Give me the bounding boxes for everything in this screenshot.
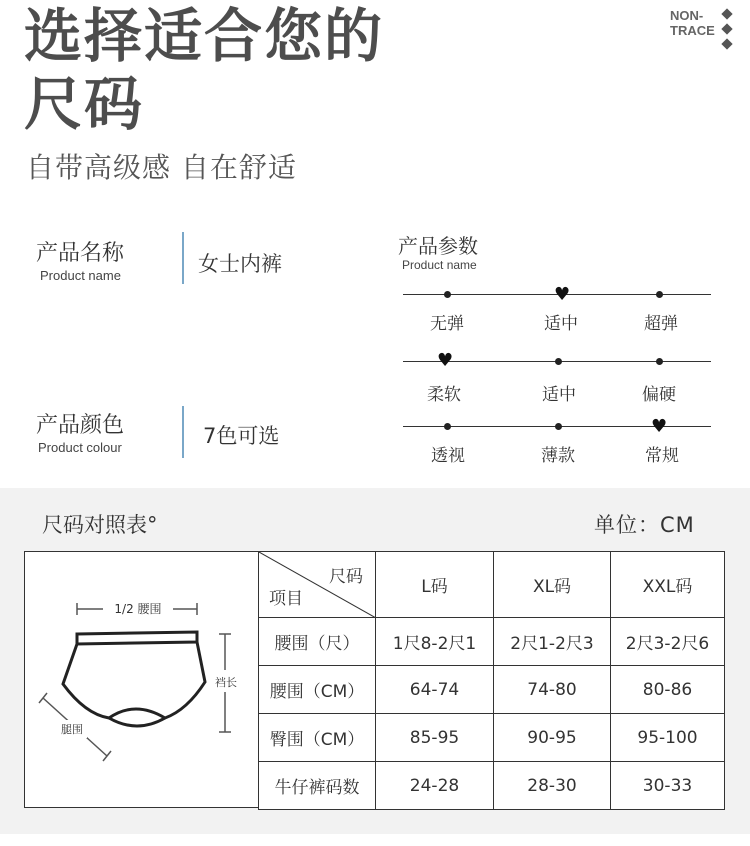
table-row — [259, 666, 725, 714]
page-title — [24, 2, 384, 138]
size-chart-unit: 单位：CM — [594, 513, 695, 537]
row-label: 牛仔裤码数 — [259, 762, 376, 810]
table-cell: 2尺1-2尺3 — [494, 618, 611, 666]
scale-dot — [555, 358, 562, 365]
waist-measure-label: 1/2 腰围 — [114, 602, 162, 616]
row-label: 臀围（CM） — [259, 714, 376, 762]
table-cell: 95-100 — [611, 714, 725, 762]
product-name-label-en: Product name — [40, 268, 121, 283]
scale-label: 常规 — [645, 446, 679, 466]
table-row — [259, 714, 725, 762]
scale-dot — [656, 358, 663, 365]
scale-label: 适中 — [542, 385, 576, 405]
table-cell: 24-28 — [376, 762, 494, 810]
logo-line-2: TRACE — [670, 23, 715, 38]
corner-label-size: 尺码 — [329, 567, 363, 587]
logo-text — [670, 8, 715, 38]
divider — [182, 232, 184, 284]
table-row — [259, 618, 725, 666]
size-chart-title: 尺码对照表° — [42, 513, 158, 537]
scale-dot — [555, 423, 562, 430]
product-colour-label-en: Product colour — [38, 440, 122, 455]
product-name-label: 产品名称 — [36, 241, 125, 266]
table-cell: 85-95 — [376, 714, 494, 762]
heart-icon: ♥ — [651, 416, 668, 437]
table-corner-cell — [259, 552, 376, 618]
diamond-icon — [721, 8, 732, 19]
scale-dot — [444, 291, 451, 298]
row-label: 腰围（CM） — [259, 666, 376, 714]
table-cell: 28-30 — [494, 762, 611, 810]
diamond-icon — [721, 23, 732, 34]
non-trace-logo — [670, 8, 740, 52]
heart-icon: ♥ — [554, 284, 571, 305]
table-cell: 74-80 — [494, 666, 611, 714]
size-table — [258, 551, 725, 810]
leg-opening-label: 腿围 — [61, 723, 83, 736]
garment-diagram — [24, 551, 259, 808]
underwear-diagram-icon — [25, 552, 259, 807]
table-cell: 2尺3-2尺6 — [611, 618, 725, 666]
product-name-value: 女士内裤 — [198, 252, 282, 276]
table-cell: 30-33 — [611, 762, 725, 810]
divider — [182, 406, 184, 458]
column-header: L码 — [376, 552, 494, 618]
scale-label: 无弹 — [430, 314, 464, 334]
table-row — [259, 762, 725, 810]
table-cell: 64-74 — [376, 666, 494, 714]
crotch-length-label: 裆长 — [215, 676, 237, 689]
table-cell: 80-86 — [611, 666, 725, 714]
heart-icon: ♥ — [437, 350, 454, 371]
column-header: XXL码 — [611, 552, 725, 618]
diamond-icon — [721, 38, 732, 49]
scale-dot — [656, 291, 663, 298]
product-colour-value: 7色可选 — [203, 424, 280, 448]
scale-label: 适中 — [544, 314, 578, 334]
corner-label-item: 项目 — [269, 589, 303, 609]
scale-dot — [444, 423, 451, 430]
scale-label: 超弹 — [644, 314, 678, 334]
table-cell: 90-95 — [494, 714, 611, 762]
params-title: 产品参数 — [398, 234, 478, 258]
logo-line-1: NON- — [670, 8, 704, 23]
page-subtitle: 自带高级感 自在舒适 — [26, 151, 297, 184]
params-subtitle: Product name — [402, 258, 477, 272]
table-header-row — [259, 552, 725, 618]
product-colour-label: 产品颜色 — [36, 413, 125, 438]
scale-label: 薄款 — [541, 446, 575, 466]
row-label: 腰围（尺） — [259, 618, 376, 666]
column-header: XL码 — [494, 552, 611, 618]
scale-label: 透视 — [431, 446, 465, 466]
title-line-2: 尺码 — [24, 70, 145, 138]
table-cell: 1尺8-2尺1 — [376, 618, 494, 666]
title-line-1: 选择适合您的 — [24, 2, 385, 70]
scale-label: 偏硬 — [642, 385, 676, 405]
scale-label: 柔软 — [427, 385, 461, 405]
